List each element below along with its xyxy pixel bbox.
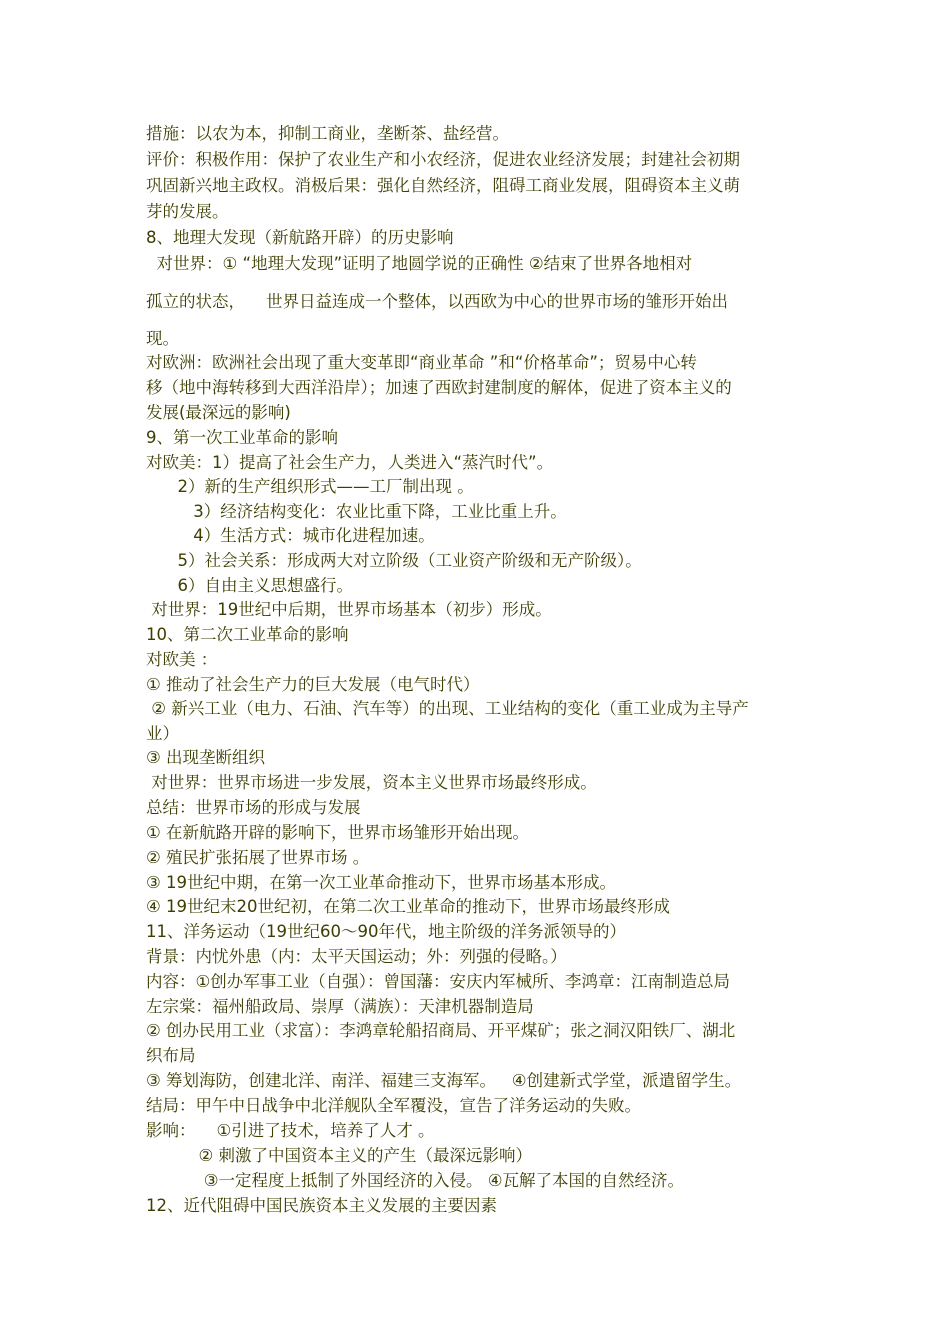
text-line: 4）生活方式：城市化进程加速。 (146, 526, 435, 545)
text-line: 背景：内忧外患（内：太平天国运动；外：列强的侵略。） (146, 947, 567, 966)
text-line: 评价：积极作用：保护了农业生产和小农经济，促进农业经济发展；封建社会初期 (146, 150, 740, 169)
text-line: 影响： ①引进了技术，培养了人才 。 (146, 1121, 435, 1140)
text-line: 对欧美：1）提高了社会生产力，人类进入“蒸汽时代”。 (146, 453, 554, 472)
text-line: 6）自由主义思想盛行。 (146, 576, 353, 595)
text-line: 芽的发展。 (146, 202, 229, 221)
text-line: ① 在新航路开辟的影响下，世界市场雏形开始出现。 (146, 823, 530, 842)
text-line: 总结：世界市场的形成与发展 (146, 798, 361, 817)
text-line: ③ 19世纪中期，在第一次工业革命推动下，世界市场基本形成。 (146, 873, 617, 892)
text-line: 对欧洲：欧洲社会出现了重大变革即“商业革命 ”和“价格革命”；贸易中心转 (146, 353, 697, 372)
text-line: 对世界：世界市场进一步发展，资本主义世界市场最终形成。 (146, 773, 597, 792)
text-line: 织布局 (146, 1046, 196, 1065)
text-line: ① 推动了社会生产力的巨大发展（电气时代） (146, 675, 480, 694)
text-line: 孤立的状态， 世界日益连成一个整体，以西欧为中心的世界市场的雏形开始出 (146, 292, 728, 311)
text-line: 2）新的生产组织形式——工厂制出现 。 (146, 477, 474, 496)
text-line: ③一定程度上抵制了外国经济的入侵。 ④瓦解了本国的自然经济。 (146, 1171, 685, 1190)
text-line: 左宗棠：福州船政局、崇厚（满族）：天津机器制造局 (146, 997, 534, 1016)
section-heading: 9、第一次工业革命的影响 (146, 428, 338, 447)
section-heading: 11、洋务运动（19世纪60～90年代，地主阶级的洋务派领导的） (146, 922, 626, 941)
text-line: 5）社会关系：形成两大对立阶级（工业资产阶级和无产阶级）。 (146, 551, 642, 570)
text-line: 巩固新兴地主政权。消极后果：强化自然经济，阻碍工商业发展，阻碍资本主义萌 (146, 176, 740, 195)
text-line: 内容：①创办军事工业（自强）：曾国藩：安庆内军械所、李鸿章：江南制造总局 (146, 972, 731, 991)
text-line: 措施：以农为本，抑制工商业，垄断茶、盐经营。 (146, 124, 509, 143)
text-line: ② 创办民用工业（求富）：李鸿章轮船招商局、开平煤矿；张之洞汉阳铁厂、湖北 (146, 1021, 736, 1040)
section-heading: 12、近代阻碍中国民族资本主义发展的主要因素 (146, 1196, 497, 1215)
text-line: ④ 19世纪末20世纪初，在第二次工业革命的推动下，世界市场最终形成 (146, 897, 671, 916)
text-line: 现。 (146, 329, 179, 348)
text-line: ③ 筹划海防，创建北洋、南洋、福建三支海军。 ④创建新式学堂，派遣留学生。 (146, 1071, 742, 1090)
text-line: 3）经济结构变化：农业比重下降，工业比重上升。 (146, 502, 567, 521)
text-line: 业） (146, 724, 179, 743)
text-line: 对世界：① “地理大发现”证明了地圆学说的正确性 ②结束了世界各地相对 (146, 254, 693, 273)
text-line: 发展(最深远的影响) (146, 403, 291, 422)
text-line: 结局：甲午中日战争中北洋舰队全军覆没，宣告了洋务运动的失败。 (146, 1096, 641, 1115)
text-line: ② 刺激了中国资本主义的产生（最深远影响） (146, 1146, 532, 1165)
text-line: 对欧美 ： (146, 650, 218, 669)
text-line: ② 新兴工业（电力、石油、汽车等）的出现、工业结构的变化（重工业成为主导产 (146, 699, 749, 718)
text-line: ③ 出现垄断组织 (146, 748, 266, 767)
section-heading: 10、第二次工业革命的影响 (146, 625, 349, 644)
text-line: 移（地中海转移到大西洋沿岸）；加速了西欧封建制度的解体，促进了资本主义的 (146, 378, 732, 397)
section-heading: 8、地理大发现（新航路开辟）的历史影响 (146, 228, 454, 247)
text-line: 对世界：19世纪中后期，世界市场基本（初步）形成。 (146, 600, 552, 619)
text-line: ② 殖民扩张拓展了世界市场 。 (146, 848, 370, 867)
